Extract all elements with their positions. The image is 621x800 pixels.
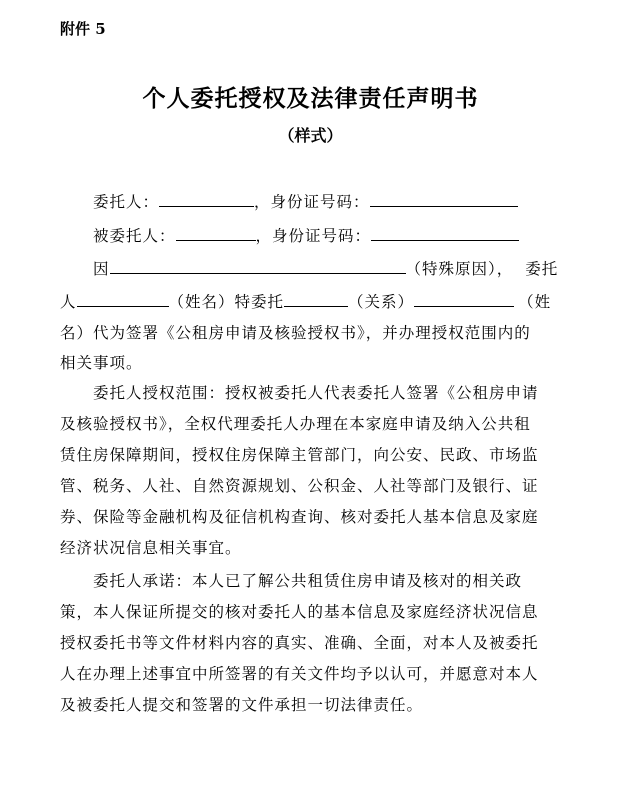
scope-line-4: 管、税务、人社、自然资源规划、公积金、人社等部门及银行、证 [60,477,539,495]
principal-id-label: ，身份证号码： [254,193,370,211]
special-entrust-label: 特委托 [234,293,285,311]
sign-clause: 代为签署《公租房申请及核验授权书》，并办理授权范围内的 [93,324,531,342]
document-title: 个人委托授权及法律责任声明书 [142,85,479,112]
relation-label: （关系） [348,293,415,311]
document-subtitle: （样式） [278,126,343,145]
principal-tail: 委托 [525,260,559,278]
scope-line-5: 券、保险等金融机构及征信机构查询、核对委托人基本信息及家庭 [60,508,539,526]
promise-line-5: 及被委托人提交和签署的文件承担一切法律责任。 [60,696,424,714]
promise-line-3: 授权委托书等文件材料内容的真实、准确、全面，对本人及被委托 [60,634,539,652]
entrusted-name-blank[interactable] [414,292,514,307]
entrust-name-blank[interactable] [77,292,169,307]
entrust-line [60,290,551,312]
principal-id-blank[interactable] [370,192,518,207]
reason-blank[interactable] [110,259,406,274]
agent-id-blank[interactable] [371,226,519,241]
reason-line [93,257,558,279]
sign-clause-line [60,321,531,343]
promise-line-1: 委托人承诺：本人已了解公共租赁住房申请及核对的相关政 [93,572,523,590]
agent-label: 被委托人： [93,227,176,245]
name2-label-b: 名） [60,324,94,342]
matters-line [60,351,143,373]
agent-name-blank[interactable] [176,226,256,241]
scope-line-6: 经济状况信息相关事宜。 [60,539,242,557]
attachment-label: 附件 5 [60,20,106,38]
person-label: 人 [60,293,77,311]
scope-line-3: 赁住房保障期间，授权住房保障主管部门，向公安、民政、市场监 [60,446,539,464]
promise-line-4: 人在办理上述事宜中所签署的有关文件均予以认可，并愿意对本人 [60,665,539,683]
special-reason-label: （特殊原因）， [405,260,514,278]
principal-line [93,190,518,212]
agent-line [93,224,519,246]
scope-line-2: 及核验授权书》，全权代理委托人办理在本家庭申请及纳入公共租 [60,415,531,433]
matters-text: 相关事项。 [60,354,143,372]
agent-id-label: ，身份证号码： [255,227,372,245]
principal-label: 委托人： [93,193,160,211]
relation-blank[interactable] [284,292,348,307]
principal-name-blank[interactable] [159,192,254,207]
promise-line-2: 策，本人保证所提交的核对委托人的基本信息及家庭经济状况信息 [60,603,539,621]
name-label: （姓名） [168,293,235,311]
because-label: 因 [93,260,110,278]
name2-label-a: （姓 [518,293,552,311]
scope-line-1: 委托人授权范围：授权被委托人代表委托人签署《公租房申请 [93,384,539,402]
